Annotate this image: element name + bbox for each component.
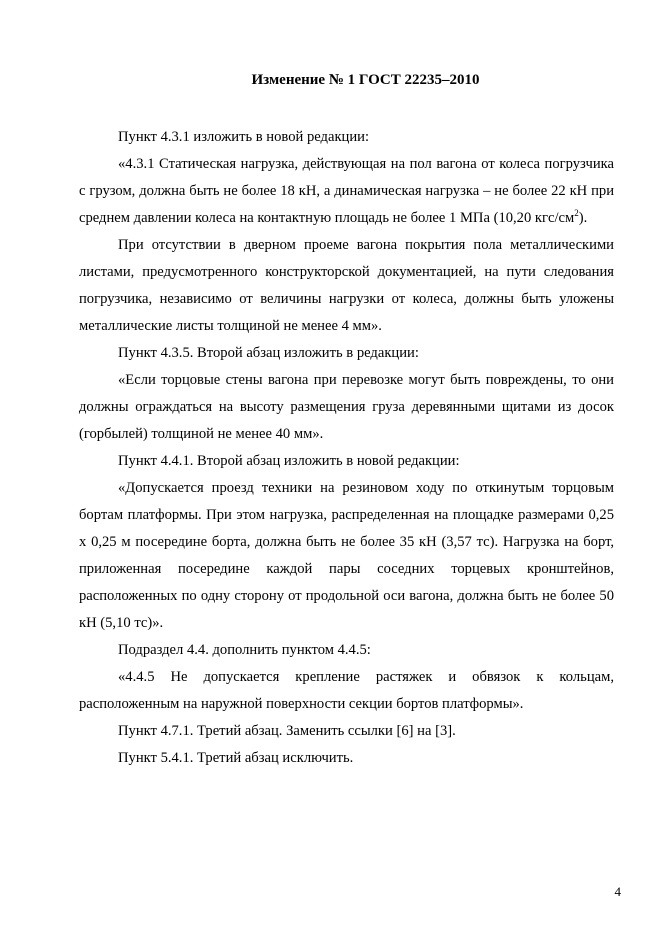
paragraph-11: Пункт 5.4.1. Третий абзац исключить. [118,750,354,766]
paragraph-2 [79,151,614,232]
paragraph-9: «4.4.5 Не допускается крепление растяжек и обвязок к кольцам, расположенным на наружной поверхности секции бортов платформы». [79,669,614,712]
document-title: Изменение № 1 ГОСТ 22235–2010 [251,72,480,88]
paragraph-4: Пункт 4.3.5. Второй абзац изложить в редакции: [118,345,419,361]
paragraph-1: Пункт 4.3.1 изложить в новой редакции: [118,129,370,145]
paragraph-10: Пункт 4.7.1. Третий абзац. Заменить ссылки [6] на [3]. [118,723,456,739]
paragraph-2-end: ). [578,210,588,226]
paragraph-3: При отсутствии в дверном проеме вагона покрытия пола металлическими листами, предусмотренного конструкторской документацией, на пути следования погрузчика, независимо от величины нагрузки от колеса, должны быть уложены металлические листы толщиной не менее 4 мм». [79,237,614,334]
page-number: 4 [614,884,621,899]
document-body [79,124,614,772]
paragraph-7: «Допускается проезд техники на резиновом ходу по откинутым торцовым бортам платформы. При этом нагрузка, распределенная на площадке размерами 0,25 х 0,25 м посередине борта, должна быть не более 35 кН (3,57 тс). Нагрузка на борт, приложенная посередине каждой пары соседних торцевых кронштейнов, расположенных по одну сторону от продольной оси вагона, должна быть не более 50 кН (5,10 тс)». [79,480,614,631]
superscript: 2 [574,208,579,219]
paragraph-2-text: «4.3.1 Статическая нагрузка, действующая на пол вагона от колеса погрузчика с грузом, должна быть не более 18 кН, а динамическая нагрузка – не более 22 кН при среднем давлении колеса на контактную площадь не более 1 МПа (10,20 кгс/см [79,156,614,226]
paragraph-6: Пункт 4.4.1. Второй абзац изложить в новой редакции: [118,453,460,469]
paragraph-5: «Если торцовые стены вагона при перевозке могут быть повреждены, то они должны ограждаться на высоту размещения груза деревянными щитами из досок (горбылей) толщиной не менее 40 мм». [79,372,614,442]
paragraph-8: Подраздел 4.4. дополнить пунктом 4.4.5: [118,642,371,658]
